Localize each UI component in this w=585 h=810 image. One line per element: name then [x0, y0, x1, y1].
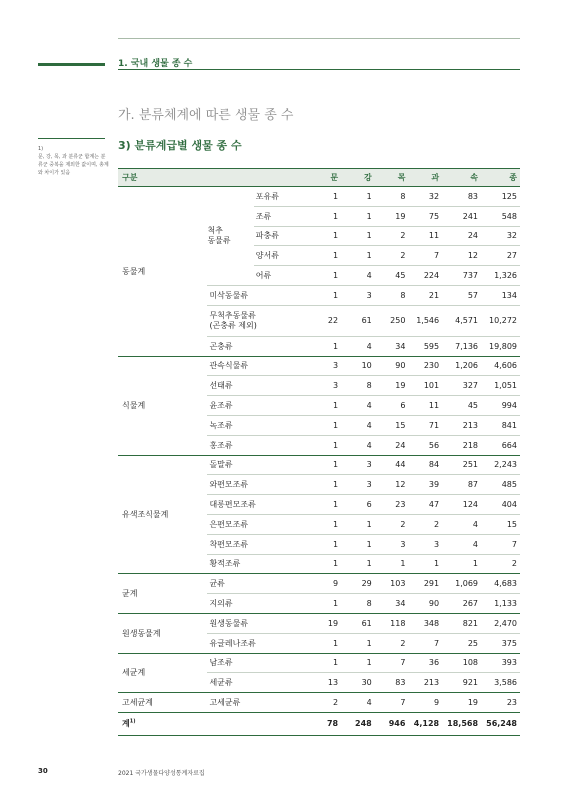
cell: 90	[375, 356, 409, 376]
cell: 841	[481, 415, 520, 435]
cell: 12	[375, 475, 409, 495]
subgroup-chordata: 척추 동물류	[207, 187, 253, 286]
cell: 25	[442, 633, 481, 653]
cell: 24	[375, 435, 409, 455]
cell: 1	[375, 554, 409, 574]
row-label: 조류	[254, 206, 305, 226]
cell: 4	[341, 415, 375, 435]
cell: 22	[304, 305, 341, 336]
cell: 2	[481, 554, 520, 574]
cell: 1	[341, 514, 375, 534]
cell: 125	[481, 187, 520, 207]
cell: 1	[304, 653, 341, 673]
table-row	[118, 693, 520, 713]
row-label: 어류	[254, 266, 305, 286]
total-footnote-mark: 1)	[129, 718, 136, 725]
cell: 4,606	[481, 356, 520, 376]
cell: 1,206	[442, 356, 481, 376]
cell: 1	[442, 554, 481, 574]
cell: 393	[481, 653, 520, 673]
subsection-heading: 가. 분류체계에 따른 생물 종 수	[118, 108, 294, 123]
table-heading: 3) 분류계급별 생물 종 수	[118, 139, 242, 152]
cell: 3,586	[481, 673, 520, 693]
cell: 3	[375, 534, 409, 554]
cell: 19,809	[481, 336, 520, 356]
cell: 23	[375, 495, 409, 515]
cell: 1	[341, 187, 375, 207]
cell: 1	[408, 554, 442, 574]
table-row	[118, 187, 520, 207]
cell: 4	[341, 336, 375, 356]
row-label: 균류	[207, 574, 304, 594]
cell: 291	[408, 574, 442, 594]
row-label: 돌말류	[207, 455, 304, 475]
cell: 4	[442, 534, 481, 554]
cell: 34	[375, 336, 409, 356]
cell: 19	[375, 376, 409, 396]
cell: 19	[375, 206, 409, 226]
cell: 7	[408, 633, 442, 653]
cell: 230	[408, 356, 442, 376]
book-title: 2021 국가생물다양성통계자료집	[118, 770, 205, 777]
cell: 8	[375, 285, 409, 305]
row-label: 파충류	[254, 226, 305, 246]
cell: 19	[442, 693, 481, 713]
row-label: 유글레나조류	[207, 633, 304, 653]
cell: 44	[375, 455, 409, 475]
cell: 1	[304, 246, 341, 266]
row-label: 홍조류	[207, 435, 304, 455]
cell: 1	[304, 455, 341, 475]
cell: 108	[442, 653, 481, 673]
cell: 61	[341, 305, 375, 336]
cell: 1,133	[481, 594, 520, 614]
cell: 3	[304, 356, 341, 376]
cell: 45	[375, 266, 409, 286]
row-label: 대롱편모조류	[207, 495, 304, 515]
header-class: 강	[341, 169, 375, 187]
cell: 2	[375, 246, 409, 266]
cell: 15	[375, 415, 409, 435]
row-label: 곤충류	[207, 336, 304, 356]
cell: 375	[481, 633, 520, 653]
cell: 1	[341, 206, 375, 226]
cell: 57	[442, 285, 481, 305]
row-label: 황적조류	[207, 554, 304, 574]
cell: 83	[375, 673, 409, 693]
row-label: 관속식물류	[207, 356, 304, 376]
section-rule	[118, 69, 520, 70]
header-family: 과	[408, 169, 442, 187]
cell: 821	[442, 613, 481, 633]
group-chromista: 유색조식물계	[118, 455, 207, 574]
cell: 1	[304, 594, 341, 614]
species-count-table	[118, 168, 520, 736]
cell: 2	[375, 226, 409, 246]
row-label: 고세균류	[207, 693, 304, 713]
cell: 34	[375, 594, 409, 614]
group-fungi: 균계	[118, 574, 207, 614]
cell: 11	[408, 226, 442, 246]
cell: 75	[408, 206, 442, 226]
cell: 10	[341, 356, 375, 376]
cell: 36	[408, 653, 442, 673]
cell: 327	[442, 376, 481, 396]
cell: 737	[442, 266, 481, 286]
total-cell: 248	[341, 712, 375, 735]
cell: 2	[408, 514, 442, 534]
header-phylum: 문	[304, 169, 341, 187]
cell: 2	[375, 633, 409, 653]
cell: 921	[442, 673, 481, 693]
top-rule	[118, 38, 520, 39]
cell: 15	[481, 514, 520, 534]
cell: 11	[408, 396, 442, 416]
cell: 1,051	[481, 376, 520, 396]
cell: 2	[304, 693, 341, 713]
cell: 1	[304, 336, 341, 356]
cell: 19	[304, 613, 341, 633]
total-cell: 4,128	[408, 712, 442, 735]
cell: 23	[481, 693, 520, 713]
cell: 404	[481, 495, 520, 515]
cell: 1	[341, 653, 375, 673]
cell: 13	[304, 673, 341, 693]
cell: 90	[408, 594, 442, 614]
cell: 4	[341, 693, 375, 713]
cell: 1	[304, 633, 341, 653]
table-row	[118, 653, 520, 673]
cell: 7	[481, 534, 520, 554]
total-cell: 18,568	[442, 712, 481, 735]
header-category: 구분	[118, 169, 304, 187]
cell: 9	[408, 693, 442, 713]
cell: 2,243	[481, 455, 520, 475]
cell: 1	[304, 206, 341, 226]
cell: 7	[375, 693, 409, 713]
cell: 1	[304, 495, 341, 515]
row-label: 선태류	[207, 376, 304, 396]
total-row	[118, 712, 520, 735]
cell: 7	[408, 246, 442, 266]
cell: 213	[442, 415, 481, 435]
cell: 8	[375, 187, 409, 207]
header-genus: 속	[442, 169, 481, 187]
row-label: 양서류	[254, 246, 305, 266]
header-species: 종	[481, 169, 520, 187]
cell: 61	[341, 613, 375, 633]
cell: 664	[481, 435, 520, 455]
cell: 1	[341, 554, 375, 574]
cell: 595	[408, 336, 442, 356]
row-label: 원생동물류	[207, 613, 304, 633]
cell: 485	[481, 475, 520, 495]
group-plant: 식물계	[118, 356, 207, 455]
cell: 1	[341, 226, 375, 246]
cell: 103	[375, 574, 409, 594]
row-label: 세균류	[207, 673, 304, 693]
cell: 27	[481, 246, 520, 266]
cell: 1	[304, 187, 341, 207]
cell: 1	[341, 534, 375, 554]
cell: 241	[442, 206, 481, 226]
cell: 32	[481, 226, 520, 246]
cell: 47	[408, 495, 442, 515]
cell: 8	[341, 376, 375, 396]
cell: 994	[481, 396, 520, 416]
note-number: 1)	[38, 146, 44, 152]
cell: 1	[304, 534, 341, 554]
cell: 1	[341, 246, 375, 266]
cell: 10,272	[481, 305, 520, 336]
total-cell: 78	[304, 712, 341, 735]
cell: 8	[341, 594, 375, 614]
cell: 6	[341, 495, 375, 515]
cell: 45	[442, 396, 481, 416]
cell: 250	[375, 305, 409, 336]
cell: 4,683	[481, 574, 520, 594]
cell: 251	[442, 455, 481, 475]
total-label	[118, 712, 304, 735]
cell: 1,546	[408, 305, 442, 336]
cell: 39	[408, 475, 442, 495]
row-label: 포유류	[254, 187, 305, 207]
row-label: 와편모조류	[207, 475, 304, 495]
cell: 1	[304, 415, 341, 435]
cell: 9	[304, 574, 341, 594]
row-label: 은편모조류	[207, 514, 304, 534]
cell: 7	[375, 653, 409, 673]
cell: 124	[442, 495, 481, 515]
note-text: 문, 강, 목, 과 분류군 합계는 분류군 중복을 제외한 값이며, 총계와 차이가 있음	[38, 154, 109, 176]
table-row	[118, 356, 520, 376]
cell: 1	[304, 396, 341, 416]
table-row	[118, 455, 520, 475]
note-rule	[38, 138, 105, 139]
total-cell: 946	[375, 712, 409, 735]
row-label: 지의류	[207, 594, 304, 614]
cell: 1	[304, 435, 341, 455]
cell: 21	[408, 285, 442, 305]
header-order: 목	[375, 169, 409, 187]
cell: 4	[341, 396, 375, 416]
cell: 224	[408, 266, 442, 286]
cell: 3	[341, 475, 375, 495]
cell: 1	[304, 285, 341, 305]
cell: 101	[408, 376, 442, 396]
cell: 7,136	[442, 336, 481, 356]
page-number: 30	[38, 767, 48, 775]
table-row	[118, 613, 520, 633]
side-note	[38, 145, 110, 177]
group-bacteria: 세균계	[118, 653, 207, 693]
cell: 1	[304, 475, 341, 495]
total-label-text: 계	[122, 719, 130, 729]
cell: 2,470	[481, 613, 520, 633]
cell: 4	[442, 514, 481, 534]
cell: 24	[442, 226, 481, 246]
cell: 83	[442, 187, 481, 207]
cell: 548	[481, 206, 520, 226]
cell: 87	[442, 475, 481, 495]
cell: 71	[408, 415, 442, 435]
cell: 1	[304, 266, 341, 286]
cell: 84	[408, 455, 442, 475]
group-archaea: 고세균계	[118, 693, 207, 713]
table-row	[118, 574, 520, 594]
group-animal: 동물계	[118, 187, 207, 357]
row-label: 녹조류	[207, 415, 304, 435]
section-title: 1. 국내 생물 종 수	[118, 59, 193, 69]
cell: 32	[408, 187, 442, 207]
cell: 4	[341, 266, 375, 286]
cell: 30	[341, 673, 375, 693]
table-header-row	[118, 169, 520, 187]
cell: 1,326	[481, 266, 520, 286]
row-label: 착편모조류	[207, 534, 304, 554]
cell: 29	[341, 574, 375, 594]
row-label: 남조류	[207, 653, 304, 673]
cell: 218	[442, 435, 481, 455]
cell: 134	[481, 285, 520, 305]
cell: 348	[408, 613, 442, 633]
cell: 56	[408, 435, 442, 455]
cell: 1,069	[442, 574, 481, 594]
cell: 1	[304, 226, 341, 246]
cell: 4	[341, 435, 375, 455]
cell: 3	[304, 376, 341, 396]
row-label: 미삭동물류	[207, 285, 304, 305]
cell: 1	[304, 514, 341, 534]
cell: 3	[408, 534, 442, 554]
cell: 12	[442, 246, 481, 266]
row-label: 윤조류	[207, 396, 304, 416]
total-cell: 56,248	[481, 712, 520, 735]
cell: 118	[375, 613, 409, 633]
cell: 3	[341, 455, 375, 475]
row-label: 무척추동물류 (곤충류 제외)	[207, 305, 304, 336]
group-protozoa: 원생동물계	[118, 613, 207, 653]
cell: 6	[375, 396, 409, 416]
cell: 4,571	[442, 305, 481, 336]
cell: 1	[341, 633, 375, 653]
cell: 3	[341, 285, 375, 305]
cell: 267	[442, 594, 481, 614]
section-accent-bar	[38, 63, 105, 66]
cell: 2	[375, 514, 409, 534]
cell: 1	[304, 554, 341, 574]
cell: 213	[408, 673, 442, 693]
